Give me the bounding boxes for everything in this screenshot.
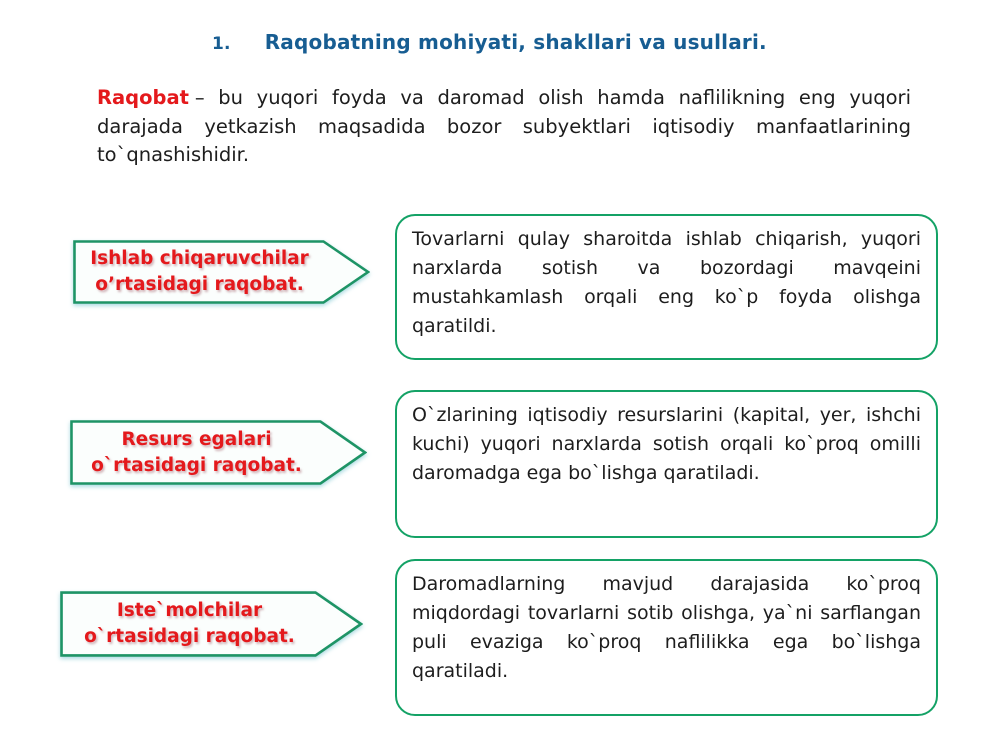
definition-box-resource-owners [395,390,938,538]
arrow-label-line2: o`rtasidagi raqobat. [84,626,295,647]
arrow-label-text [60,591,363,657]
definition-box-producers [395,214,938,360]
title-text: Raqobatning mohiyati, shakllari va usullari. [264,30,767,54]
arrow-label-consumers [60,591,363,657]
definition-text: Tovarlarni qulay sharoitda ishlab chiqarish, yuqori narxlarda sotish va bozordagi mavqeini mustahkamlash orqali eng ko`p foyda olishga qaratildi. [412,228,921,337]
arrow-label-resource-owners [70,420,367,485]
definition-text: Daromadlarning mavjud darajasida ko`proq miqdordagi tovarlarni sotib olishga, ya`ni sarflangan puli evaziga ko`proq naflilikka ega bo`lishga qaratiladi. [412,573,921,682]
arrow-label-text [70,420,367,485]
definition-box-consumers [395,559,938,716]
arrow-label-producers [73,240,370,304]
intro-paragraph [97,84,911,170]
arrow-label-line1: Ishlab chiqaruvchilar [90,248,309,269]
intro-text: – bu yuqori foyda va daromad olish hamda naflilikning eng yuqori darajada yetkazish maqsadida bozor subyektlari iqtisodiy manfaatlarining to`qnashishidir. [97,86,911,166]
intro-term: Raqobat [97,86,189,109]
definition-text: O`zlarining iqtisodiy resurslarini (kapital, yer, ishchi kuchi) yuqori narxlarda sotish orqali ko`proq omilli daromadga ega bo`lishga qaratiladi. [412,404,921,484]
arrow-label-line2: o’rtasidagi raqobat. [95,274,304,295]
title-number: 1. [212,34,231,54]
arrow-label-line2: o`rtasidagi raqobat. [91,454,302,476]
page-title [212,30,767,54]
arrow-label-line1: Resurs egalari [121,428,272,450]
arrow-label-text [73,240,370,304]
arrow-label-line1: Iste`molchilar [116,600,263,621]
